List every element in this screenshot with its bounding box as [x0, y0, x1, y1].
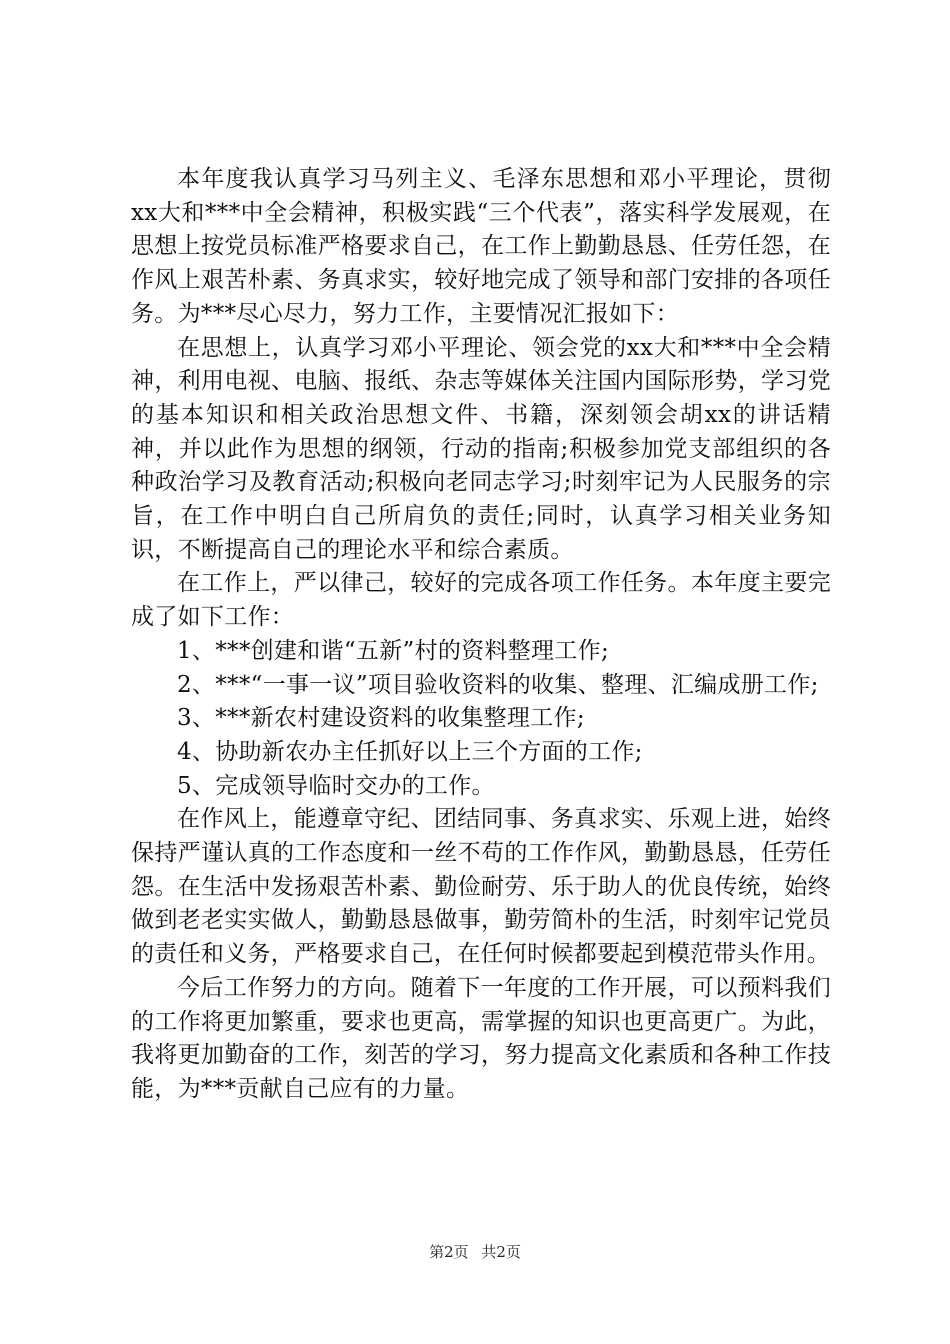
page-total: 共2页 — [481, 1243, 521, 1261]
work-item-2: 2、***“一事一议”项目验收资料的收集、整理、汇编成册工作; — [177, 671, 819, 698]
document-body — [131, 163, 831, 1107]
work-item-5: 5、完成领导临时交办的工作。 — [177, 772, 495, 799]
work-paragraph: 在工作上，严以律己，较好的完成各项工作任务。本年度主要完成了如下工作： — [131, 570, 831, 631]
intro-paragraph: 本年度我认真学习马列主义、毛泽东思想和邓小平理论，贯彻xx大和***中全会精神，积极实践“三个代表”，落实科学发展观，在思想上按党员标准严格要求自己，在工作上勤勤恳恳、任劳任怨，在作风上艰苦朴素、务真求实，较好地完成了领导和部门安排的各项任务。为***尽心尽力，努力工作，主要情况汇报如下： — [131, 166, 831, 327]
work-item-4: 4、协助新农办主任抓好以上三个方面的工作; — [177, 738, 643, 765]
work-item-3: 3、***新农村建设资料的收集整理工作; — [177, 705, 585, 732]
future-direction-paragraph: 今后工作努力的方向。随着下一年度的工作开展，可以预料我们的工作将更加繁重，要求也更高，需掌握的知识也更高更广。为此，我将更加勤奋的工作，刻苦的学习，努力提高文化素质和各种工作技能，为***贡献自己应有的力量。 — [131, 974, 831, 1102]
page-footer — [0, 1241, 950, 1262]
ideology-paragraph: 在思想上，认真学习邓小平理论、领会党的xx大和***中全会精神，利用电视、电脑、报纸、杂志等媒体关注国内国际形势，学习党的基本知识和相关政治思想文件、书籍，深刻领会胡xx的讲话精神，并以此作为思想的纲领，行动的指南;积极参加党支部组织的各种政治学习及教育活动;积极向老同志学习;时刻牢记为人民服务的宗旨，在工作中明白自己所肩负的责任;同时，认真学习相关业务知识，不断提高自己的理论水平和综合素质。 — [131, 334, 831, 563]
page-number: 第2页 — [429, 1243, 469, 1261]
conduct-paragraph: 在作风上，能遵章守纪、团结同事、务真求实、乐观上进，始终保持严谨认真的工作态度和一丝不苟的工作作风，勤勤恳恳，任劳任怨。在生活中发扬艰苦朴素、勤俭耐劳、乐于助人的优良传统，始终做到老老实实做人，勤勤恳恳做事，勤劳简朴的生活，时刻牢记党员的责任和义务，严格要求自己，在任何时候都要起到模范带头作用。 — [131, 806, 831, 968]
work-item-1: 1、***创建和谐“五新”村的资料整理工作; — [177, 637, 609, 664]
